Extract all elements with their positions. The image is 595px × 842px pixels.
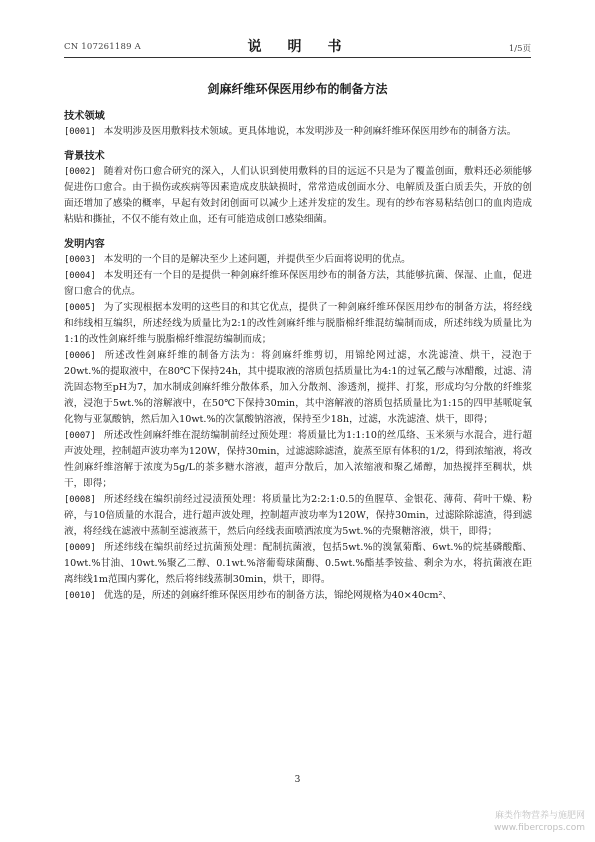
paragraph: [64, 268, 532, 300]
paragraph: [64, 540, 532, 588]
page-number: 3: [294, 775, 301, 785]
paragraph-number: [0001]: [64, 127, 96, 137]
paragraph: [64, 492, 532, 540]
paragraph-text: 本发明涉及医用敷料技术领域。更具体地说，本发明涉及一种剑麻纤维环保医用纱布的制备方法。: [103, 126, 517, 137]
paragraph-text: 为了实现根据本发明的这些目的和其它优点，提供了一种剑麻纤维环保医用纱布的制备方法，将经线和纬线相互编织，所述经线为质量比为2:1的改性剑麻纤维与脱脂棉纤维混纺编制而成，所述纬线为质量比为1:1的改性剑麻纤维与脱脂棉纤维混纺编制而成；: [64, 302, 532, 345]
section-heading: 技术领域: [64, 110, 105, 122]
paragraph: [64, 164, 532, 228]
document-type-title: 说 明 书: [247, 39, 348, 55]
paragraph-number: [0010]: [64, 591, 96, 601]
section-heading: 背景技术: [64, 150, 105, 162]
page-indicator: 1/5页: [508, 44, 531, 54]
patent-title: 剑麻纤维环保医用纱布的制备方法: [207, 82, 388, 96]
paragraph: [64, 348, 532, 428]
paragraph-text: 本发明的一个目的是解决至少上述问题，并提供至少后面将说明的优点。: [103, 254, 411, 265]
paragraph-text: 随着对伤口愈合研究的深入，人们认识到使用敷料的目的远远不只是为了覆盖创面，敷料还必须能够促进伤口愈合。由于损伤或疾病等因素造成皮肤缺损时，常常造成创面水分、电解质及蛋白质丢失，开放的创面还增加了感染的概率，早起有效封闭创面可以减少上述并发症的发生。现有的纱布容易粘结创口的血肉造成粘贴和撕扯，不仅不能有效止血，还有可能造成创口感染细菌。: [64, 166, 532, 225]
document-number: CN 107261189 A: [64, 42, 141, 52]
paragraph-text: 本发明还有一个目的是提供一种剑麻纤维环保医用纱布的制备方法，其能够抗菌、保湿、止血，促进窗口愈合的优点。: [64, 270, 532, 297]
watermark-site-name: 麻类作物营养与施肥网: [494, 811, 585, 821]
paragraph-number: [0002]: [64, 167, 96, 177]
paragraph-number: [0009]: [64, 543, 96, 553]
paragraph: [64, 252, 532, 268]
paragraph: [64, 588, 532, 604]
paragraph-number: [0003]: [64, 255, 96, 265]
paragraph-number: [0008]: [64, 495, 96, 505]
paragraph-text: 所述改性剑麻纤维的制备方法为：将剑麻纤维剪切，用锦纶网过滤，水洗滤渣、烘干，浸泡于20wt.%的提取液中，在80℃下保持24h，其中提取液的溶质包括质量比为4:1的过氧乙酸与冰醋酸，过滤、清洗固态物至pH为7，加水制成剑麻纤维分散体系，加入分散剂、渗透剂，搅拌、打浆，形成均匀分散的纤维浆液，浸泡于5wt.%的溶解液中，在50℃下保持30min，其中溶解液的溶质包括质量比为1:15的四甲基哌啶氧化物与亚氯酸钠，然后加入10wt.%的次氯酸钠溶液，保持至少18h，过滤，水洗滤渣、烘干，即得；: [64, 350, 532, 425]
paragraph: [64, 300, 532, 348]
paragraph: [64, 428, 532, 492]
paragraph-number: [0007]: [64, 431, 96, 441]
paragraph-text: 所述纬线在编织前经过抗菌预处理：配制抗菌液，包括5wt.%的溴氰菊酯、6wt.%的烷基磷酸酯、10wt.%甘油、10wt.%聚乙二醇、0.1wt.%溶葡萄球菌酶、0.5wt.%酯基季铵盐、剩余为水，将抗菌液在距离纬线1m范围内雾化，然后将纬线蒸制30min，烘干，即得。: [64, 542, 532, 585]
section-heading: 发明内容: [64, 238, 105, 250]
paragraph-number: [0006]: [64, 351, 96, 361]
paragraph: [64, 124, 532, 140]
watermark: [494, 810, 585, 834]
page-header: [64, 36, 531, 56]
paragraph-number: [0004]: [64, 271, 96, 281]
paragraph-text: 所述经线在编织前经过浸渍预处理：将质量比为2:2:1:0.5的鱼腥草、金银花、薄荷、荷叶干燥、粉碎，与10倍质量的水混合，进行超声波处理，控制超声波功率为120W，保持30min，过滤除除滤渣，得到滤液，将经线在滤液中蒸制至滤液蒸干，然后向经线表面喷洒浓度为5wt.%的壳聚糖溶液，烘干，即得；: [64, 494, 532, 537]
paragraph-text: 优选的是，所述的剑麻纤维环保医用纱布的制备方法，锦纶网规格为40×40cm²、: [103, 590, 452, 601]
document-body: [64, 108, 532, 604]
paragraph-number: [0005]: [64, 303, 96, 313]
header-divider: [64, 57, 531, 58]
paragraph-text: 所述改性剑麻纤维在混纺编制前经过预处理：将质量比为1:1:10的丝瓜络、玉米须与水混合，进行超声波处理，控制超声波功率为120W，保持30min，过滤滤除滤渣，旋蒸至原有体积的1/2，得到浓缩液，将改性剑麻纤维溶解于浓度为5g/L的茶多糖水溶液，超声分散后，加入浓缩液和聚乙烯醇，加热搅拌至稠状，烘干，即得；: [64, 430, 532, 489]
watermark-url: www.fibercrops.com: [494, 823, 585, 833]
